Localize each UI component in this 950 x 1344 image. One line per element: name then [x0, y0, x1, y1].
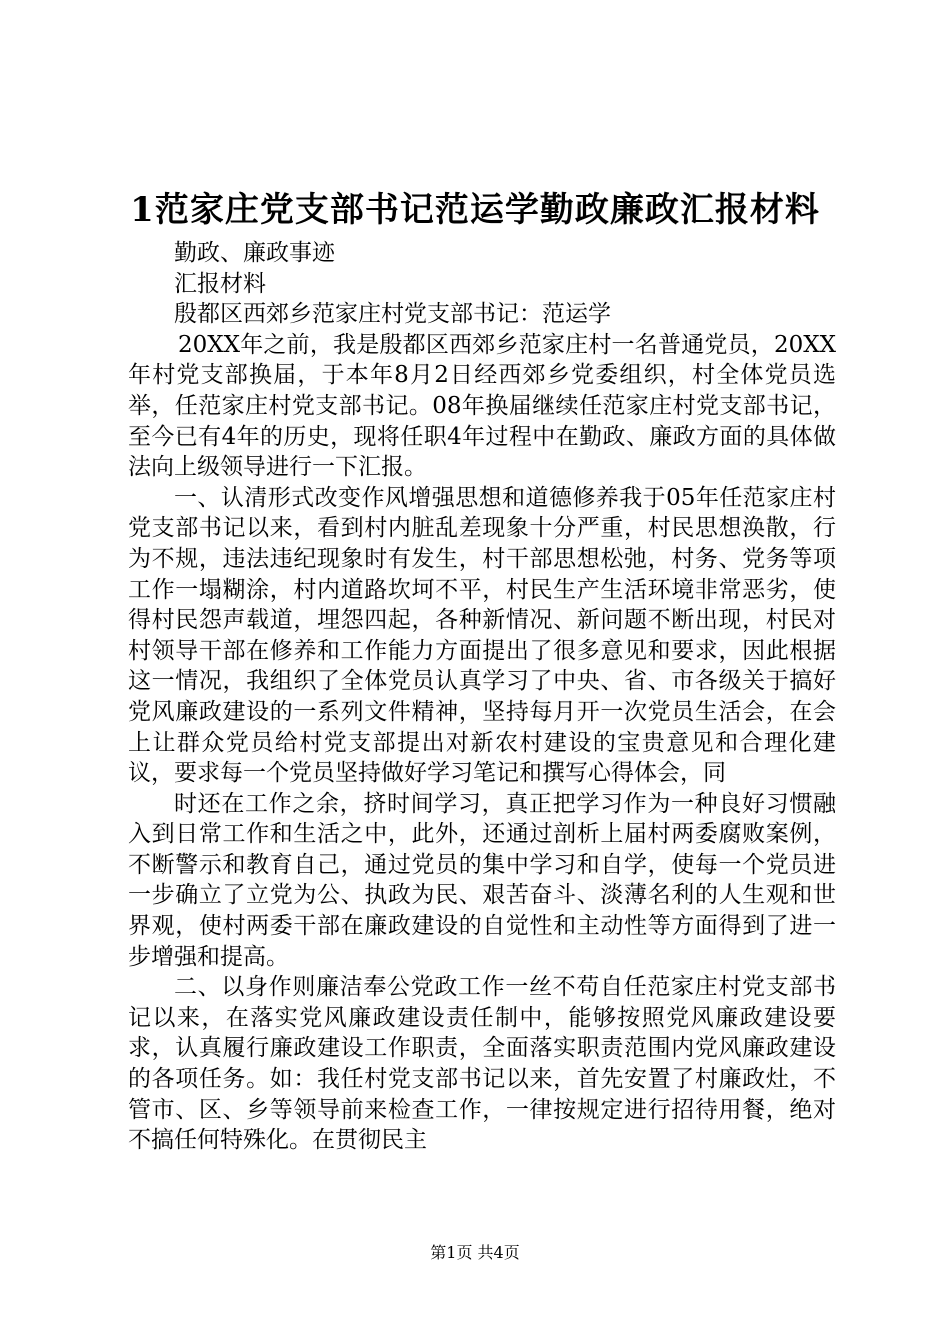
document-title: 1范家庄党支部书记范运学勤政廉政汇报材料	[130, 190, 820, 230]
paragraph-section-1: 一、认清形式改变作风增强思想和道德修养我于05年任范家庄村党支部书记以来，看到村内脏乱差现象十分严重，村民思想涣散，行为不规，违法违纪现象时有发生，村干部思想松弛，村务、党务等项工作一塌糊涂，村内道路坎坷不平，村民生产生活环境非常恶劣，使得村民怨声载道，埋怨四起，各种新情况、新问题不断出现，村民对村领导干部在修养和工作能力方面提出了很多意见和要求，因此根据这一情况，我组织了全体党员认真学习了中央、省、市各级关于搞好党风廉政建设的一系列文件精神，坚持每月开一次党员生活会，在会上让群众党员给村党支部提出对新农村建设的宝贵意见和合理化建议，要求每一个党员坚持做好学习笔记和撰写心得体会，同	[128, 484, 836, 787]
page-number: 第1页 共4页	[430, 1243, 520, 1262]
document-body	[128, 238, 836, 1156]
paragraph-heading-2: 汇报材料	[174, 270, 266, 297]
paragraph-section-2: 二、以身作则廉洁奉公党政工作一丝不苟自任范家庄村党支部书记以来，在落实党风廉政建设责任制中，能够按照党风廉政建设要求，认真履行廉政建设工作职责，全面落实职责范围内党风廉政建设的各项任务。如：我任村党支部书记以来，首先安置了村廉政灶，不管市、区、乡等领导前来检查工作，一律按规定进行招待用餐，绝对不搞任何特殊化。在贯彻民主	[128, 974, 836, 1154]
paragraph-section-1-cont: 时还在工作之余，挤时间学习，真正把学习作为一种良好习惯融入到日常工作和生活之中，此外，还通过剖析上届村两委腐败案例，不断警示和教育自己，通过党员的集中学习和自学，使每一个党员进一步确立了立党为公、执政为民、艰苦奋斗、淡薄名利的人生观和世界观，使村两委干部在廉政建设的自觉性和主动性等方面得到了进一步增强和提高。	[128, 790, 836, 970]
paragraph-author: 殷都区西郊乡范家庄村党支部书记：范运学	[174, 301, 611, 328]
paragraph-intro: 20XX年之前，我是殷都区西郊乡范家庄村一名普通党员，20XX年村党支部换届，于本年8月2日经西郊乡党委组织，村全体党员选举，任范家庄村党支部书记。08年换届继续任范家庄村党支部书记，至今已有4年的历史，现将任职4年过程中在勤政、廉政方面的具体做法向上级领导进行一下汇报。	[128, 331, 836, 481]
paragraph-heading-1: 勤政、廉政事迹	[174, 240, 335, 266]
